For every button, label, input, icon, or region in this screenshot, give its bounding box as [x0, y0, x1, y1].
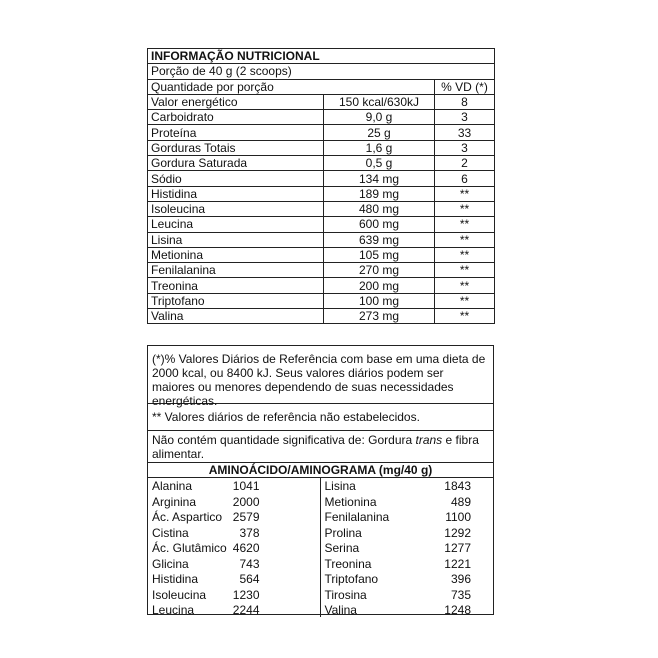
nutrition-row [148, 94, 495, 109]
aminogram-row [152, 510, 316, 526]
aminogram-row [325, 526, 490, 542]
amino-name: Triptofano [324, 572, 379, 586]
nutrient-name: Gorduras Totais [148, 140, 324, 155]
nutrition-row [148, 263, 495, 278]
nutrient-amount: 9,0 g [324, 110, 435, 125]
amino-value: 396 [450, 572, 471, 586]
amino-value: 489 [450, 494, 471, 509]
amino-name: Serina [324, 541, 360, 555]
nutrient-name: Histidina [148, 186, 324, 201]
aminogram-row [325, 572, 490, 588]
nutrient-name: Treonina [148, 278, 324, 293]
aminogram-row [325, 588, 490, 604]
amino-name: Glicina [152, 556, 189, 571]
nutrient-vd: 33 [435, 125, 495, 140]
nutrient-vd: 2 [435, 156, 495, 171]
amino-name: Lisina [324, 479, 356, 493]
nutrition-row [148, 110, 495, 125]
nutrition-row [148, 171, 495, 186]
aminogram-right-column [321, 478, 494, 617]
nutrient-name: Proteína [148, 125, 324, 140]
nutrient-amount: 189 mg [324, 186, 435, 201]
nutrient-vd: 3 [435, 110, 495, 125]
nutrition-row [148, 156, 495, 171]
nutrient-amount: 134 mg [324, 171, 435, 186]
amino-value: 1100 [445, 510, 471, 524]
nutrient-vd: ** [435, 217, 495, 232]
aminogram-row [152, 541, 316, 557]
nutrient-vd: 6 [435, 171, 495, 186]
nutrient-name: Valor energético [148, 94, 324, 109]
amino-value: 735 [450, 587, 471, 602]
aminogram-row [325, 510, 490, 526]
aminogram-row [325, 495, 490, 511]
nutrient-amount: 270 mg [324, 263, 435, 278]
nutrition-row [148, 278, 495, 293]
aminogram-row [325, 479, 490, 495]
amino-value: 2244 [232, 603, 260, 617]
nutrient-name: Lisina [148, 232, 324, 247]
amino-name: Histidina [152, 572, 199, 586]
amino-value: 1230 [232, 587, 260, 602]
nutrient-vd: ** [435, 201, 495, 216]
nutrient-amount: 200 mg [324, 278, 435, 293]
nutrition-row [148, 201, 495, 216]
aminogram-row [152, 479, 316, 495]
aminogram-row [152, 588, 316, 604]
amino-name: Treonina [324, 556, 372, 571]
nutrient-name: Metionina [148, 247, 324, 262]
nutrient-amount: 639 mg [324, 232, 435, 247]
not-significant-suffix: e fibra alimentar. [152, 433, 479, 461]
nutrient-name: Valina [148, 309, 324, 324]
nutrition-title: INFORMAÇÃO NUTRICIONAL [148, 49, 495, 64]
nutrient-amount: 25 g [324, 125, 435, 140]
amino-name: Ác. Glutâmico [152, 541, 227, 555]
aminogram-title: AMINOÁCIDO/AMINOGRAMA (mg/40 g) [148, 463, 493, 478]
amino-value: 2000 [232, 494, 260, 509]
nutrient-amount: 100 mg [324, 293, 435, 308]
nutrient-amount: 105 mg [324, 247, 435, 262]
not-significant-italic: trans [415, 433, 443, 447]
amino-value: 1248 [444, 603, 471, 617]
amino-value: 564 [239, 572, 260, 586]
not-established-note: ** Valores diários de referência não estabelecidos. [148, 404, 493, 431]
nutrition-row [148, 217, 495, 232]
nutrient-vd: 3 [435, 140, 495, 155]
amino-name: Alanina [152, 479, 193, 493]
aminogram-left-column [148, 478, 321, 617]
nutrition-row [148, 186, 495, 201]
amino-value: 1277 [444, 541, 471, 555]
nutrition-title-row [148, 49, 495, 64]
nutrient-vd: ** [435, 278, 495, 293]
aminogram-row [152, 572, 316, 588]
nutrient-amount: 600 mg [324, 217, 435, 232]
nutrition-row [148, 293, 495, 308]
amino-name: Valina [324, 603, 357, 617]
nutrient-vd: ** [435, 293, 495, 308]
aminogram-row [152, 526, 316, 542]
nutrient-name: Gordura Saturada [148, 156, 324, 171]
amino-value: 1843 [444, 479, 471, 493]
amino-value: 4620 [232, 541, 260, 555]
nutrient-name: Sódio [148, 171, 324, 186]
aminogram-row [325, 557, 490, 573]
portion-row [148, 64, 495, 79]
nutrient-amount: 0,5 g [324, 156, 435, 171]
amino-name: Isoleucina [152, 587, 207, 602]
header-quantity: Quantidade por porção [148, 79, 435, 94]
nutrition-row [148, 309, 495, 324]
amino-value: 743 [239, 556, 260, 571]
amino-value: 1292 [444, 525, 471, 540]
nutrient-name: Fenilalanina [148, 263, 324, 278]
nutrient-name: Isoleucina [148, 201, 324, 216]
nutrient-amount: 480 mg [324, 201, 435, 216]
amino-name: Leucina [152, 603, 195, 617]
not-significant-prefix: Não contém quantidade significativa de: Gordura [152, 433, 416, 447]
header-row [148, 79, 495, 94]
header-vd: % VD (*) [435, 79, 495, 94]
not-significant-note [148, 431, 493, 463]
nutrition-row [148, 232, 495, 247]
amino-name: Prolina [324, 525, 362, 540]
nutrient-vd: ** [435, 232, 495, 247]
nutrition-row [148, 247, 495, 262]
amino-value: 378 [239, 525, 260, 540]
aminogram-row [152, 603, 316, 619]
nutrient-amount: 273 mg [324, 309, 435, 324]
nutrient-name: Leucina [148, 217, 324, 232]
portion-text: Porção de 40 g (2 scoops) [148, 64, 495, 79]
notes-box [147, 345, 494, 615]
nutrient-amount: 1,6 g [324, 140, 435, 155]
aminogram-row [152, 557, 316, 573]
aminogram-row [152, 495, 316, 511]
nutrition-table [147, 48, 495, 324]
nutrient-vd: ** [435, 247, 495, 262]
amino-name: Cistina [152, 525, 189, 540]
nutrition-row [148, 125, 495, 140]
amino-name: Arginina [152, 494, 197, 509]
aminogram-row [325, 603, 490, 619]
nutrient-vd: 8 [435, 94, 495, 109]
nutrient-vd: ** [435, 309, 495, 324]
aminogram-row [325, 541, 490, 557]
amino-name: Metionina [324, 494, 377, 509]
nutrient-amount: 150 kcal/630kJ [324, 94, 435, 109]
nutrient-name: Carboidrato [148, 110, 324, 125]
amino-name: Tirosina [324, 587, 367, 602]
amino-name: Ác. Aspartico [152, 510, 223, 524]
amino-value: 1041 [232, 479, 260, 493]
nutrient-vd: ** [435, 263, 495, 278]
nutrient-name: Triptofano [148, 293, 324, 308]
amino-value: 1221 [444, 556, 471, 571]
amino-value: 2579 [232, 510, 260, 524]
aminogram-grid [148, 478, 493, 617]
nutrient-vd: ** [435, 186, 495, 201]
nutrition-row [148, 140, 495, 155]
amino-name: Fenilalanina [324, 510, 390, 524]
daily-values-note: (*)% Valores Diários de Referência com base em uma dieta de 2000 kcal, ou 8400 kJ. Seus valores diários podem ser maiores ou menores dependendo de suas necessidades energéticas. [148, 346, 493, 404]
